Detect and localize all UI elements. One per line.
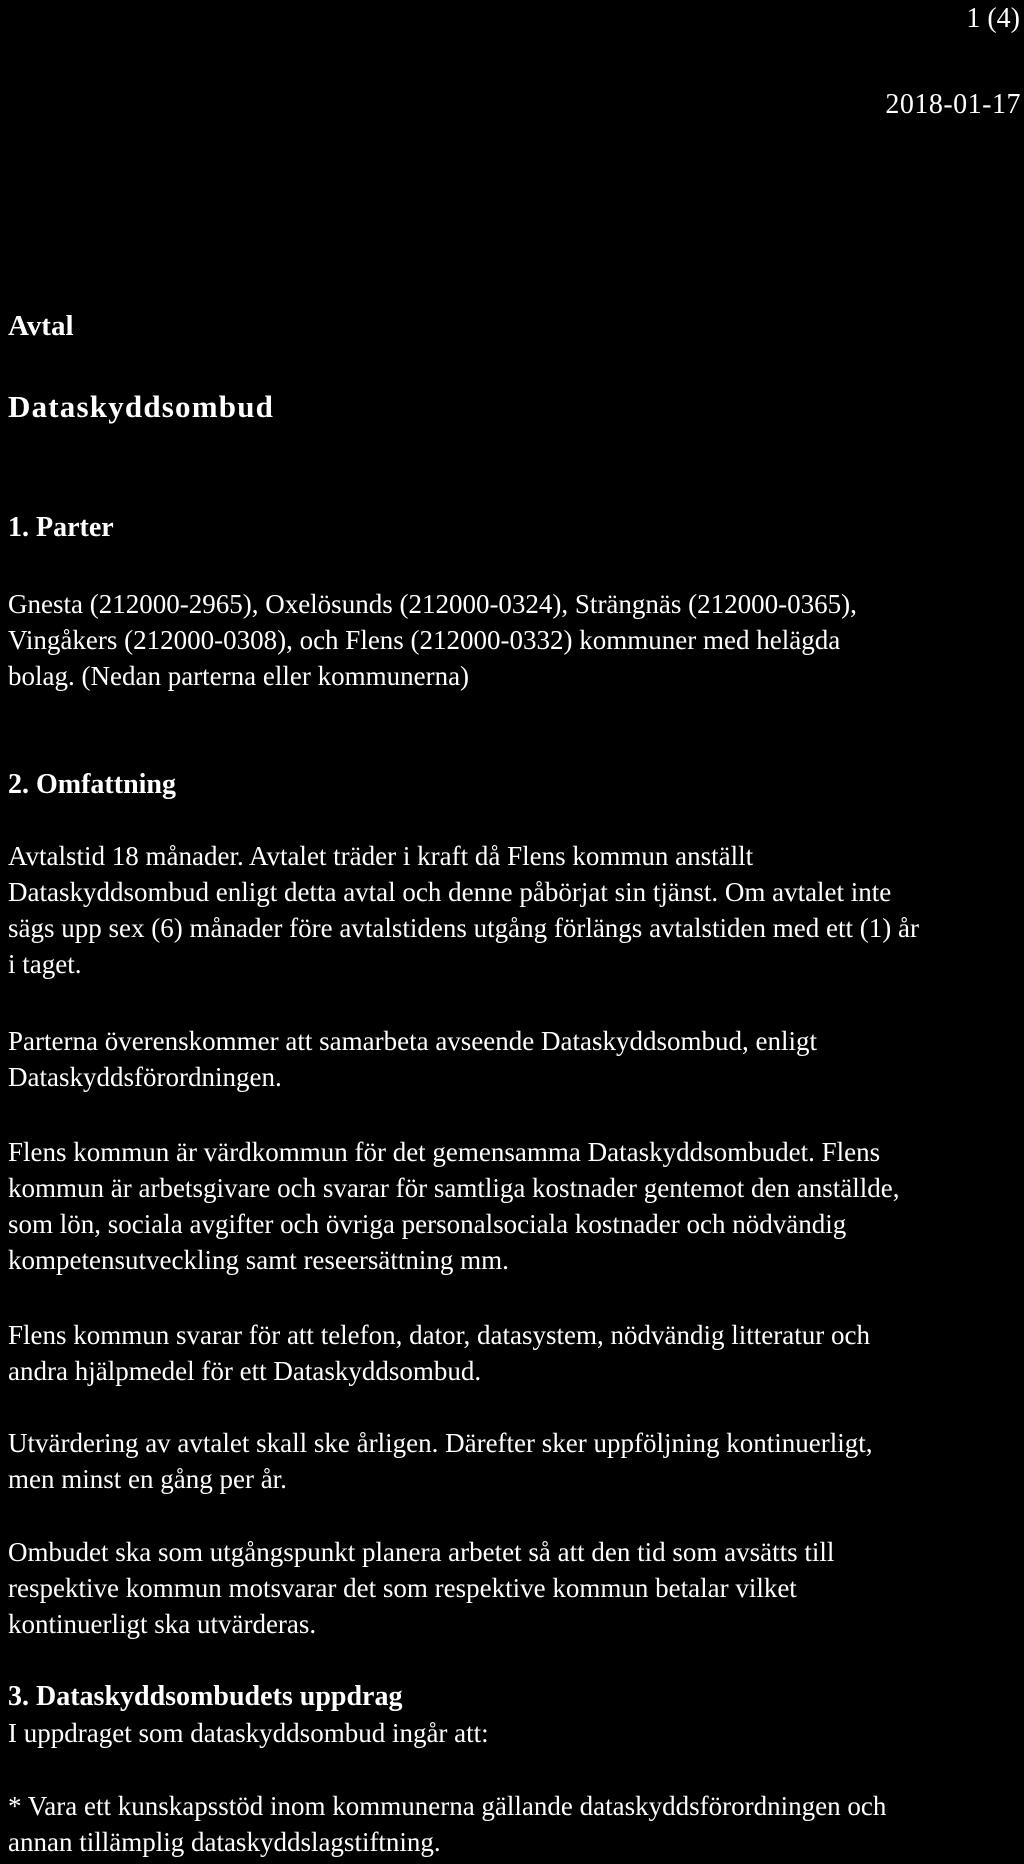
text-line: som lön, sociala avgifter och övriga personalsociala kostnader och nödvändig [8,1209,847,1239]
omfattning-paragraph-1 [8,838,1018,982]
parter-paragraph [8,586,1018,694]
text-line: annan tillämplig dataskyddslagstiftning. [8,1827,441,1857]
omfattning-paragraph-5 [8,1425,1018,1497]
uppdrag-bullet [8,1788,1018,1860]
text-line: Ombudet ska som utgångspunkt planera arbetet så att den tid som avsätts till [8,1537,835,1567]
text-line: Flens kommun svarar för att telefon, dator, datasystem, nödvändig litteratur och [8,1320,870,1350]
text-line: Flens kommun är värdkommun för det gemensamma Dataskyddsombudet. Flens [8,1137,881,1167]
text-line: I uppdraget som dataskyddsombud ingår att: [8,1718,489,1748]
page-number: 1 (4) [966,3,1020,34]
text-line: Vingåkers (212000-0308), och Flens (212000-0332) kommuner med helägda [8,625,841,655]
text-line: kontinuerligt ska utvärderas. [8,1609,317,1639]
omfattning-paragraph-6 [8,1534,1018,1642]
text-line: Avtalstid 18 månader. Avtalet träder i kraft då Flens kommun anställt [8,841,754,871]
text-line: Dataskyddsombud enligt detta avtal och denne påbörjat sin tjänst. Om avtalet inte [8,877,892,907]
text-line: Parterna överenskommer att samarbeta avseende Dataskyddsombud, enligt [8,1026,817,1056]
text-line: kompetensutveckling samt reseersättning mm. [8,1245,509,1275]
omfattning-paragraph-2 [8,1023,1018,1095]
text-line: respektive kommun motsvarar det som respektive kommun betalar vilket [8,1573,797,1603]
document-type: Avtal [8,310,74,342]
text-line: sägs upp sex (6) månader före avtalstidens utgång förlängs avtalstiden med ett (1) år [8,913,919,943]
text-line: andra hjälpmedel för ett Dataskyddsombud. [8,1356,482,1386]
document-date: 2018-01-17 [885,89,1021,120]
section-heading-omfattning: 2. Omfattning [8,769,176,800]
section-heading-uppdrag: 3. Dataskyddsombudets uppdrag [8,1681,403,1712]
text-line: Dataskyddsförordningen. [8,1062,282,1092]
text-line: Gnesta (212000-2965), Oxelösunds (212000-0324), Strängnäs (212000-0365), [8,589,857,619]
text-line: bolag. (Nedan parterna eller kommunerna) [8,661,470,691]
text-line: Utvärdering av avtalet skall ske årligen. Därefter sker uppföljning kontinuerligt, [8,1428,873,1458]
text-line: men minst en gång per år. [8,1464,287,1494]
document-title: Dataskyddsombud [8,389,275,424]
omfattning-paragraph-4 [8,1317,1018,1389]
uppdrag-intro [8,1715,1018,1751]
section-heading-parter: 1. Parter [8,512,114,543]
text-line: i taget. [8,949,82,979]
omfattning-paragraph-3 [8,1134,1018,1278]
text-line: kommun är arbetsgivare och svarar för samtliga kostnader gentemot den anställde, [8,1173,900,1203]
text-line: * Vara ett kunskapsstöd inom kommunerna gällande dataskyddsförordningen och [8,1791,887,1821]
